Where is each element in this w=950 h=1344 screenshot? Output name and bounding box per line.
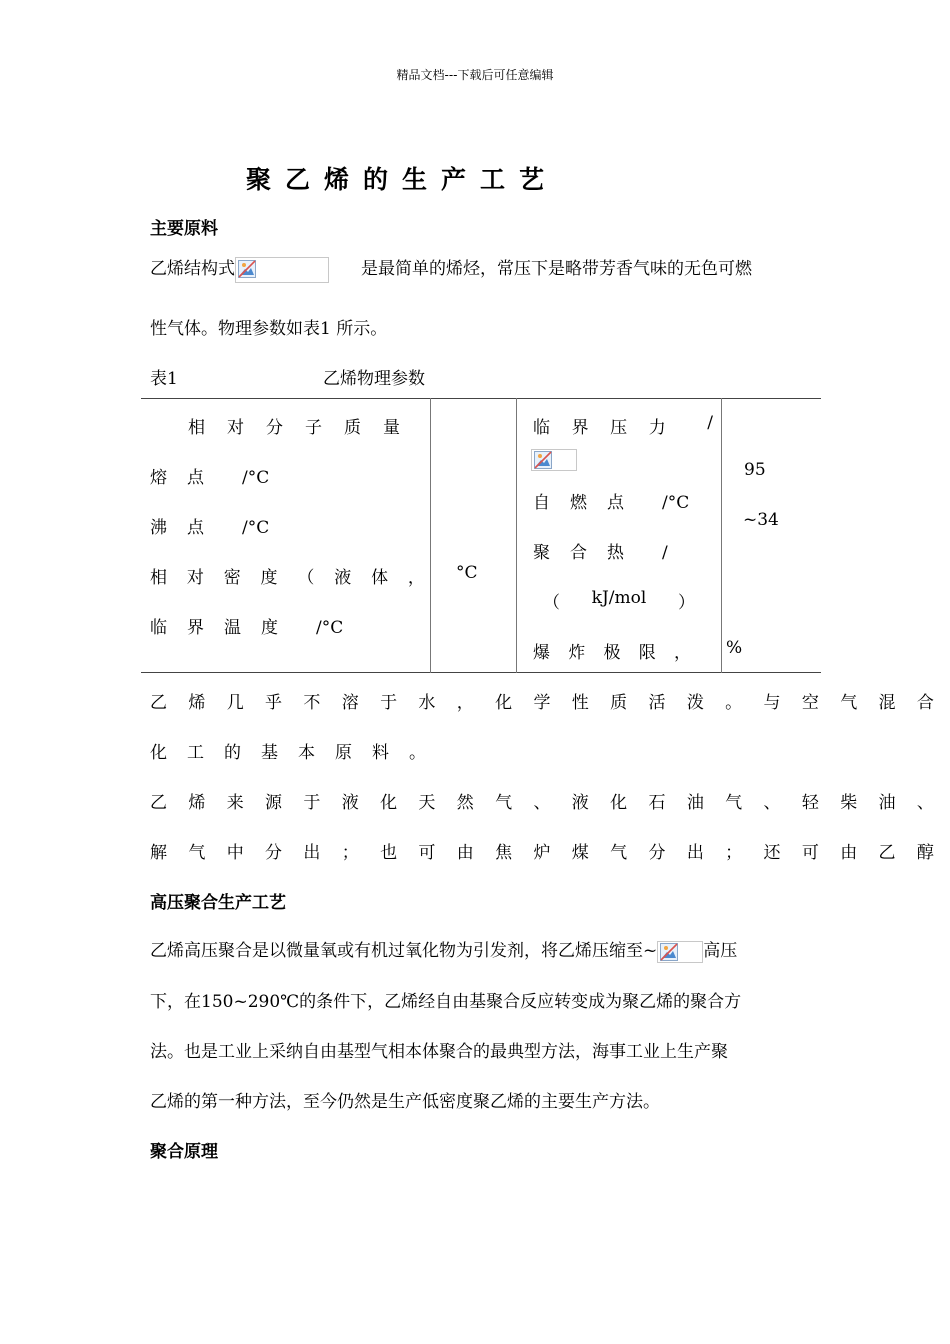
- paragraph-line: 乙 烯 几 乎 不 溶 于 水 ， 化 学 性 质 活 泼 。 与 空 气 混 合: [150, 693, 934, 713]
- page-header: 精品文档---下载后可任意编辑: [396, 68, 554, 82]
- table-cell: （ kJ/mol ）: [543, 588, 695, 613]
- document-title: 聚乙烯的生产工艺: [246, 165, 559, 194]
- structure-formula-image: [235, 257, 329, 283]
- critical-pressure-unit-image: [531, 449, 577, 471]
- paragraph-line: 法。也是工业上采纳自由基型气相本体聚合的最典型方法，海事工业上生产聚: [150, 1042, 728, 1062]
- table-top-border: [141, 398, 821, 399]
- table-cell: %: [726, 638, 743, 658]
- table-cell: 临 界 压 力 /: [533, 413, 713, 438]
- table-cell: 相 对 分 子 质 量: [188, 418, 400, 438]
- table-column-divider: [721, 398, 722, 673]
- broken-image-icon: [534, 451, 552, 469]
- paragraph-line: 性气体。物理参数如表1 所示。: [150, 319, 388, 339]
- table-column-divider: [430, 398, 431, 673]
- table-cell: 临 界 温 度 /°C: [150, 618, 344, 638]
- table-cell: 沸 点 /°C: [150, 518, 270, 538]
- table-caption-title: 乙烯物理参数: [323, 369, 425, 389]
- table-cell: ~34: [743, 510, 779, 530]
- broken-image-icon: [238, 260, 256, 278]
- paragraph-line: 解 气 中 分 出 ； 也 可 由 焦 炉 煤 气 分 出 ； 还 可 由 乙 醇: [150, 843, 934, 863]
- table-cell-image: [531, 449, 577, 471]
- paragraph-line: 化 工 的 基 本 原 料 。: [150, 743, 426, 763]
- table-bottom-border: [141, 672, 821, 673]
- table-cell: 95: [744, 460, 766, 480]
- paragraph-line: [150, 254, 329, 283]
- section-heading-polymerization-principle: 聚合原理: [150, 1142, 218, 1162]
- paragraph-line: 乙 烯 来 源 于 液 化 天 然 气 、 液 化 石 油 气 、 轻 柴 油 、: [150, 793, 934, 813]
- table-column-divider: [516, 398, 517, 673]
- paragraph-line: 是最简单的烯烃，常压下是略带芳香气味的无色可燃: [361, 259, 752, 279]
- section-heading-raw-materials: 主要原料: [150, 219, 218, 239]
- paragraph-line: 乙烯高压聚合是以微量氧或有机过氧化物为引发剂，将乙烯压缩至~ 高压: [150, 941, 738, 961]
- table-cell: 相 对 密 度 （ 液 体 ，: [150, 568, 425, 588]
- table-cell: °C: [456, 563, 478, 583]
- table-cell: 爆 炸 极 限 ，: [533, 643, 691, 663]
- table-cell: 熔 点 /°C: [150, 468, 270, 488]
- paragraph-line: 下，在150~290℃的条件下，乙烯经自由基聚合反应转变成为聚乙烯的聚合方: [150, 992, 742, 1012]
- table-cell: 自 燃 点 /°C: [533, 493, 690, 513]
- text-span: 乙烯结构式: [150, 259, 235, 279]
- broken-image-icon: [660, 943, 678, 961]
- paragraph-line: 乙烯的第一种方法，至今仍然是生产低密度聚乙烯的主要生产方法。: [150, 1092, 660, 1112]
- pressure-value-image: [657, 941, 703, 963]
- table-cell: 聚 合 热 /: [533, 543, 668, 563]
- section-heading-high-pressure: 高压聚合生产工艺: [150, 893, 286, 913]
- table-caption-label: 表1: [150, 369, 178, 389]
